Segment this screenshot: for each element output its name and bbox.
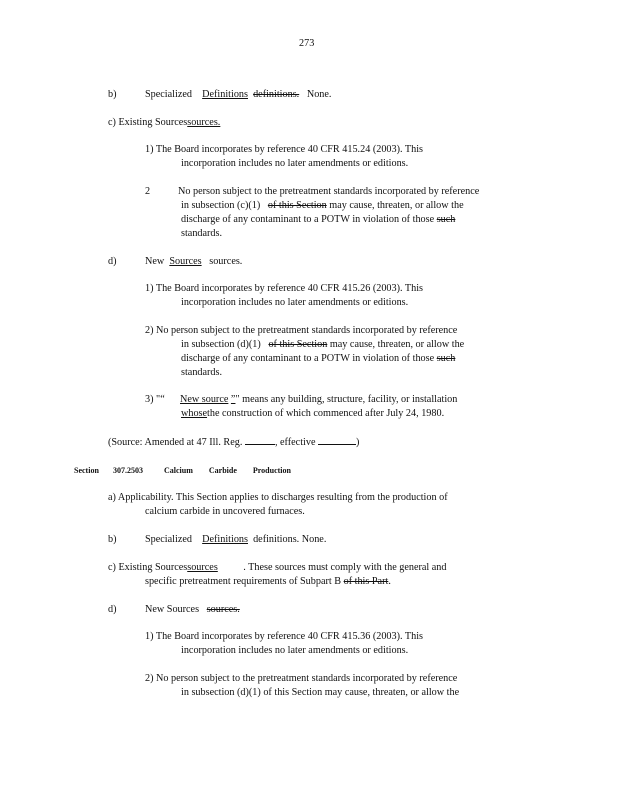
paragraph-line: a) Applicability. This Section applies to discharges resulting from the production of <box>108 492 448 503</box>
paragraph-line: in subsection (c)(1) <box>181 200 261 211</box>
paragraph-line: " means any building, structure, facility, or installation <box>235 394 458 405</box>
section-number: 307.2503 <box>113 466 143 475</box>
subsection-text: Sources <box>154 117 188 128</box>
paragraph-line: discharge of any contaminant to a POTW in violation of those <box>181 353 435 364</box>
paragraph-line: in subsection (d)(1) <box>181 339 261 350</box>
inserted-text: whose <box>181 408 208 419</box>
date-blank <box>318 435 356 445</box>
subsection-text: Specialized <box>145 89 192 100</box>
paragraph-line: standards. <box>181 367 223 378</box>
paragraph-line: 1) The Board incorporates by reference 40 CFR 415.26 (2003). This <box>145 283 424 294</box>
source-note-text: (Source: Amended at 47 Ill. Reg. <box>108 437 243 448</box>
section-title: Calcium Carbide Production <box>164 466 291 475</box>
deleted-text: of this Section <box>268 339 328 350</box>
paragraph-line: 2) No person subject to the pretreatment standards incorporated by reference <box>145 673 458 684</box>
paragraph-line: incorporation includes no later amendments or editions. <box>181 645 409 656</box>
paragraph-line: 3) "“ <box>145 394 165 405</box>
deleted-text: of this Section <box>267 200 327 211</box>
subsection-label: d) <box>108 604 117 615</box>
paragraph-line: discharge of any contaminant to a POTW in violation of those <box>181 214 435 225</box>
subsection-text: New <box>145 256 165 267</box>
paragraph-line: 1) The Board incorporates by reference 40 CFR 415.36 (2003). This <box>145 631 424 642</box>
paragraph-line: c) Existing Sources <box>108 562 188 573</box>
paragraph-line: 1) The Board incorporates by reference 40 CFR 415.24 (2003). This <box>145 144 424 155</box>
inserted-text: sources <box>187 562 218 573</box>
inserted-text: New source <box>180 394 229 405</box>
paragraph-line: in subsection (d)(1) of this Section may cause, threaten, or allow the <box>181 687 460 698</box>
paragraph-line: calcium carbide in uncovered furnaces. <box>145 506 305 517</box>
deleted-text: sources. <box>206 604 240 615</box>
inserted-text: Definitions <box>202 534 248 545</box>
paragraph-line: 2) No person subject to the pretreatment standards incorporated by reference <box>145 325 458 336</box>
subsection-label: d) <box>108 256 117 267</box>
subsection-label: b) <box>108 89 117 100</box>
reg-blank <box>245 435 275 445</box>
subsection-text: Specialized <box>145 534 192 545</box>
deleted-text: definitions. <box>253 89 300 100</box>
source-note <box>108 435 359 450</box>
source-note-text: , effective <box>274 437 316 448</box>
inserted-text: Definitions <box>202 89 248 100</box>
paragraph-line: specific pretreatment requirements of Subpart B <box>145 576 342 587</box>
subsection-label: c) Existing <box>108 117 153 128</box>
paragraph-line: may cause, threaten, or allow the <box>329 339 465 350</box>
source-note-text: ) <box>356 437 360 448</box>
paragraph-line: No person subject to the pretreatment standards incorporated by reference <box>178 186 480 197</box>
inserted-quote: ” <box>230 394 236 405</box>
paragraph-line: standards. <box>181 228 223 239</box>
page-number: 273 <box>299 38 315 49</box>
item-number: 2 <box>145 186 151 197</box>
section-word: Section <box>74 466 99 475</box>
deleted-text: of this Part <box>343 576 389 587</box>
paragraph-line: . These sources must comply with the general and <box>243 562 447 573</box>
paragraph-line: may cause, threaten, or allow the <box>329 200 464 211</box>
paragraph-line: incorporation includes no later amendments or editions. <box>181 297 409 308</box>
paragraph-line: . <box>388 576 391 587</box>
paragraph-line: the construction of which commenced after July 24, 1980. <box>207 408 445 419</box>
inserted-text: sources. <box>187 117 221 128</box>
paragraph-line: incorporation includes no later amendments or editions. <box>181 158 409 169</box>
deleted-text: such <box>436 214 456 225</box>
subsection-end: definitions. None. <box>253 534 327 545</box>
subsection-text: New Sources <box>145 604 200 615</box>
subsection-end: sources. <box>209 256 243 267</box>
inserted-text: Sources <box>169 256 202 267</box>
subsection-end: None. <box>306 89 332 100</box>
subsection-label: b) <box>108 534 117 545</box>
deleted-text: such <box>436 353 456 364</box>
